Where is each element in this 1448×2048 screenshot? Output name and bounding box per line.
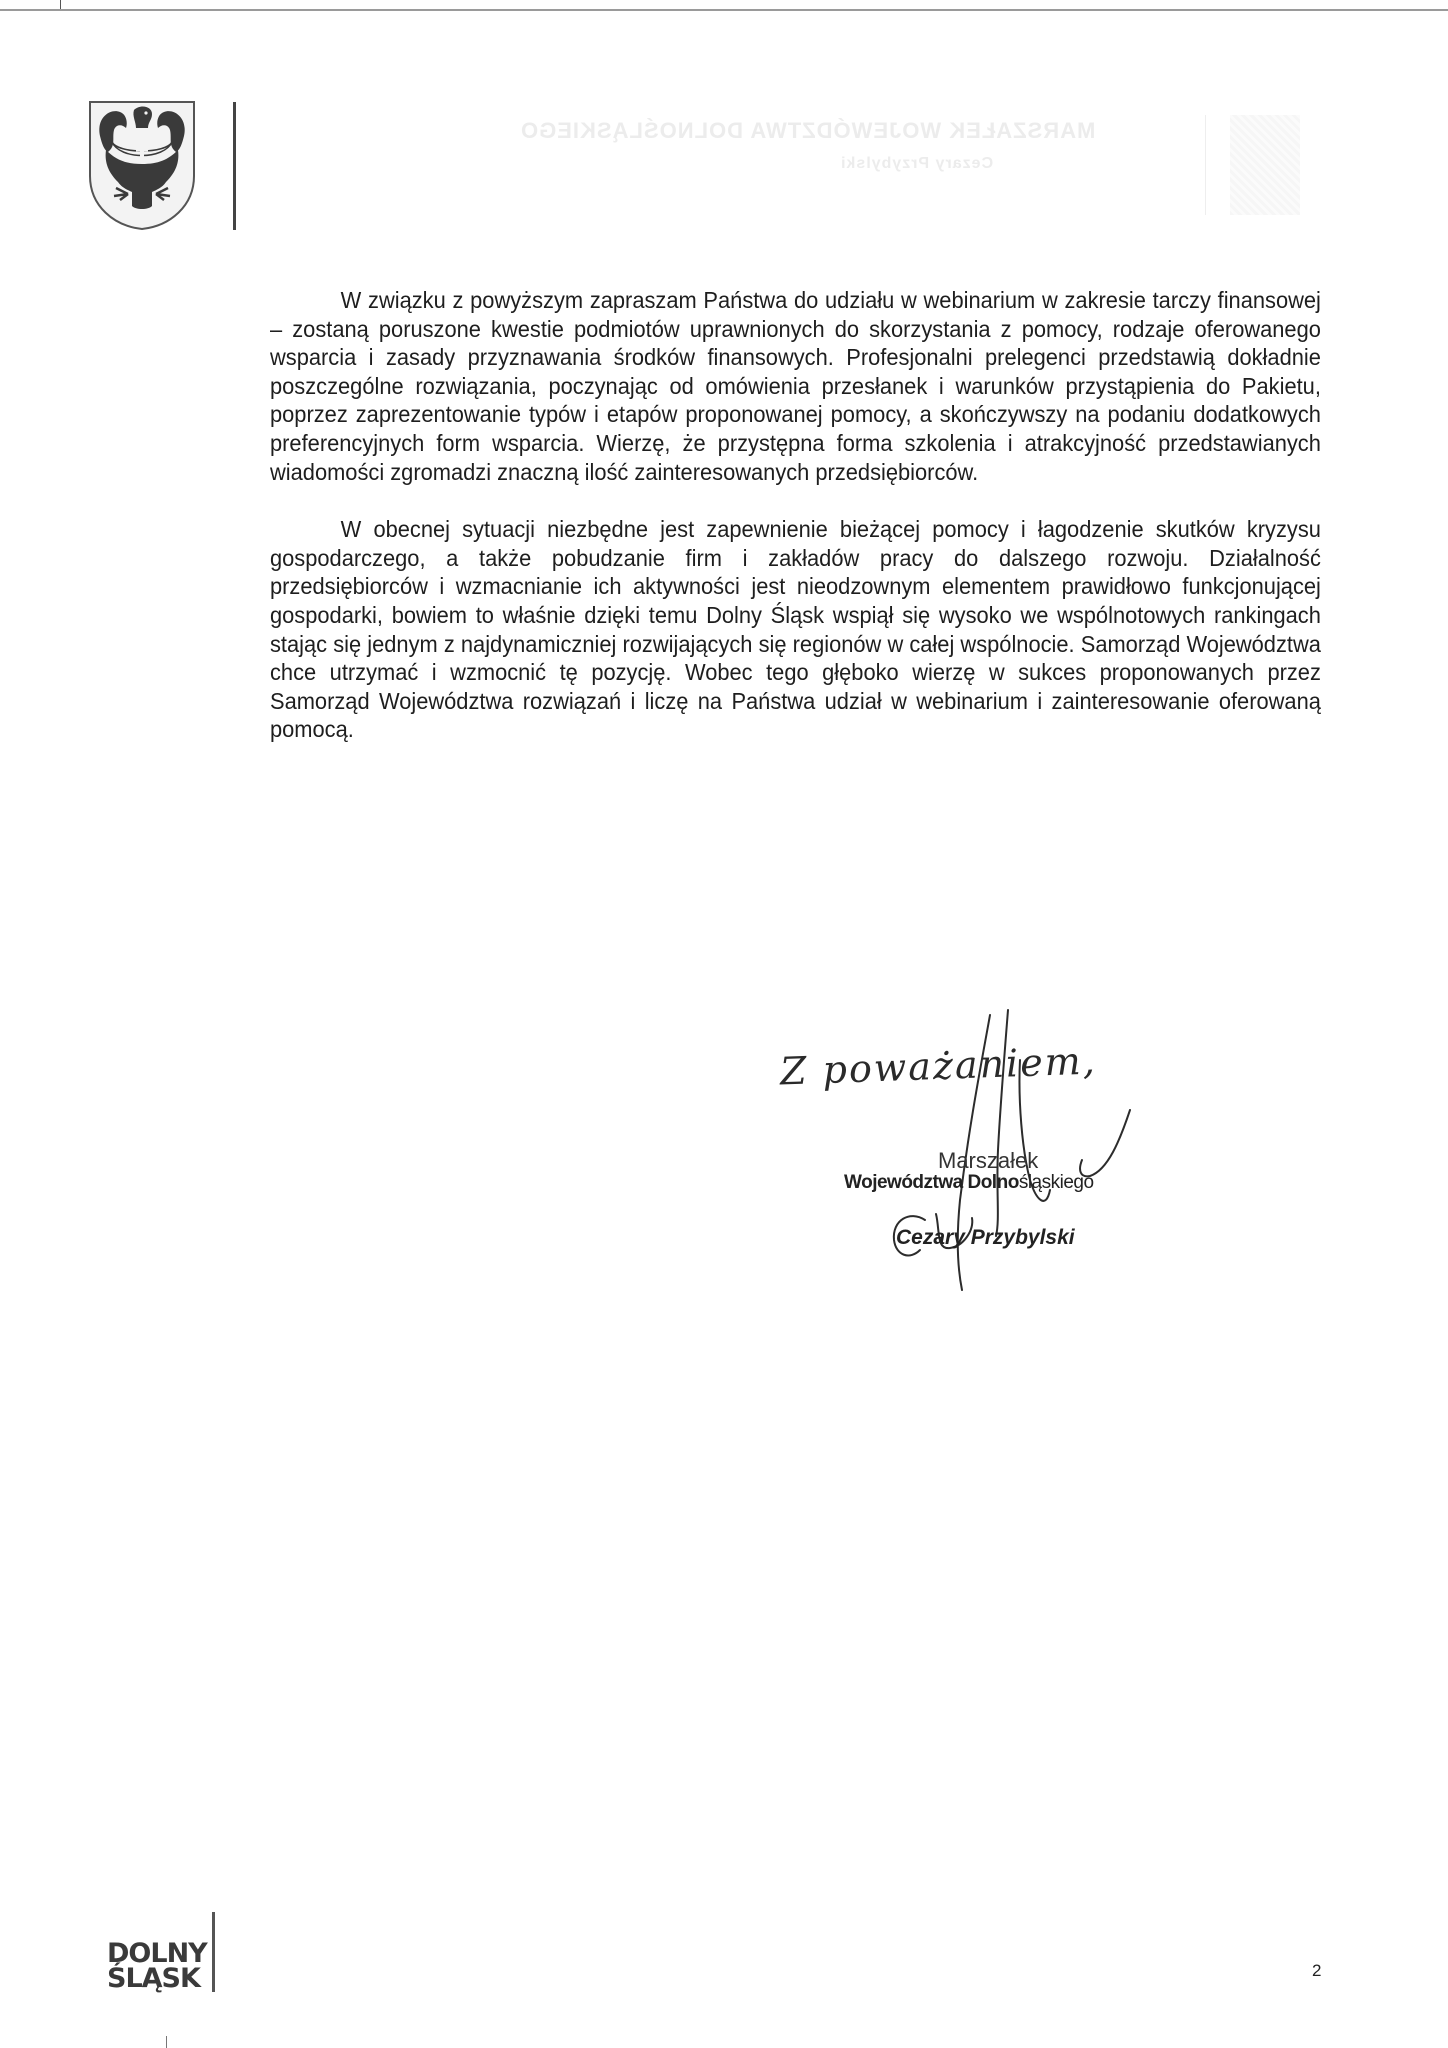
closing-handwritten: Z poważaniem,	[779, 1038, 1098, 1094]
bleed-through-divider	[1205, 115, 1206, 215]
bleed-through-text: Cezary Przybylski	[840, 155, 994, 172]
bleed-through-text: MARSZAŁEK WOJEWÓDZTWA DOLNOŚLĄSKIEGO	[520, 118, 1096, 143]
paragraph: W obecnej sytuacji niezbędne jest zapewnienie bieżącej pomocy i łagodzenie skutków kryzysu gospodarczego, a także pobudzanie firm i zakładów pracy do dalszego rozwoju. Działalność przedsiębiorców i wzmacnianie ich aktywności jest nieodzownym elementem prawidłowo funkcjonującej gospodarki, bowiem to właśnie dzięki temu Dolny Śląsk wspiął się wysoko we wspólnotowych rankingach stając się jednym z najdynamiczniej rozwijających się regionów w całej wspólnocie. Samorząd Województwa chce utrzymać i wzmocnić tę pozycję. Wobec tego głęboko wierzę w sukces proponowanych przez Samorząd Województwa rozwiązań i liczę na Państwa udział w webinarium i zainteresowanie oferowaną pomocą.	[270, 516, 1321, 743]
dolny-slask-logo	[107, 1938, 219, 1994]
paragraph: W związku z powyższym zapraszam Państwa do udziału w webinarium w zakresie tarczy finansowej – zostaną poruszone kwestie podmiotów uprawnionych do skorzystania z pomocy, rodzaje oferowanego wsparcia i zasady przyznawania środków finansowych. Profesjonalni prelegenci przedstawią dokładnie poszczególne rozwiązania, poczynając od omówienia przesłanek i warunków przystąpienia do Pakietu, poprzez zaprezentowanie typów i etapów proponowanej pomocy, a skończywszy na podaniu dodatkowych preferencyjnych form wsparcia. Wierzę, że przystępna forma szkolenia i atrakcyjność przedstawianych wiadomości zgromadzi znaczną ilość zainteresowanych przedsiębiorców.	[270, 287, 1321, 485]
coat-of-arms-icon	[86, 98, 198, 232]
top-border-line	[0, 9, 1448, 11]
signer-office-light: śląskiego	[1018, 1172, 1094, 1193]
signature-block	[760, 1000, 1200, 1300]
footer-divider	[212, 1912, 215, 1992]
logo-line-2: ŚLĄSK	[107, 1963, 200, 1994]
header-divider	[233, 102, 236, 230]
signer-office	[844, 1172, 1094, 1194]
signer-title: Marszałek	[938, 1148, 1039, 1173]
signer-office-bold: Województwa Dolno	[844, 1172, 1019, 1193]
bleed-through-image	[1230, 115, 1300, 215]
signer-name: Cezary Przybylski	[896, 1226, 1075, 1249]
letter-body	[270, 286, 1321, 744]
logo-line-1: DOLNY	[107, 1938, 207, 1969]
page-number: 2	[1312, 1961, 1322, 1980]
scan-edge-mark	[166, 2036, 167, 2048]
